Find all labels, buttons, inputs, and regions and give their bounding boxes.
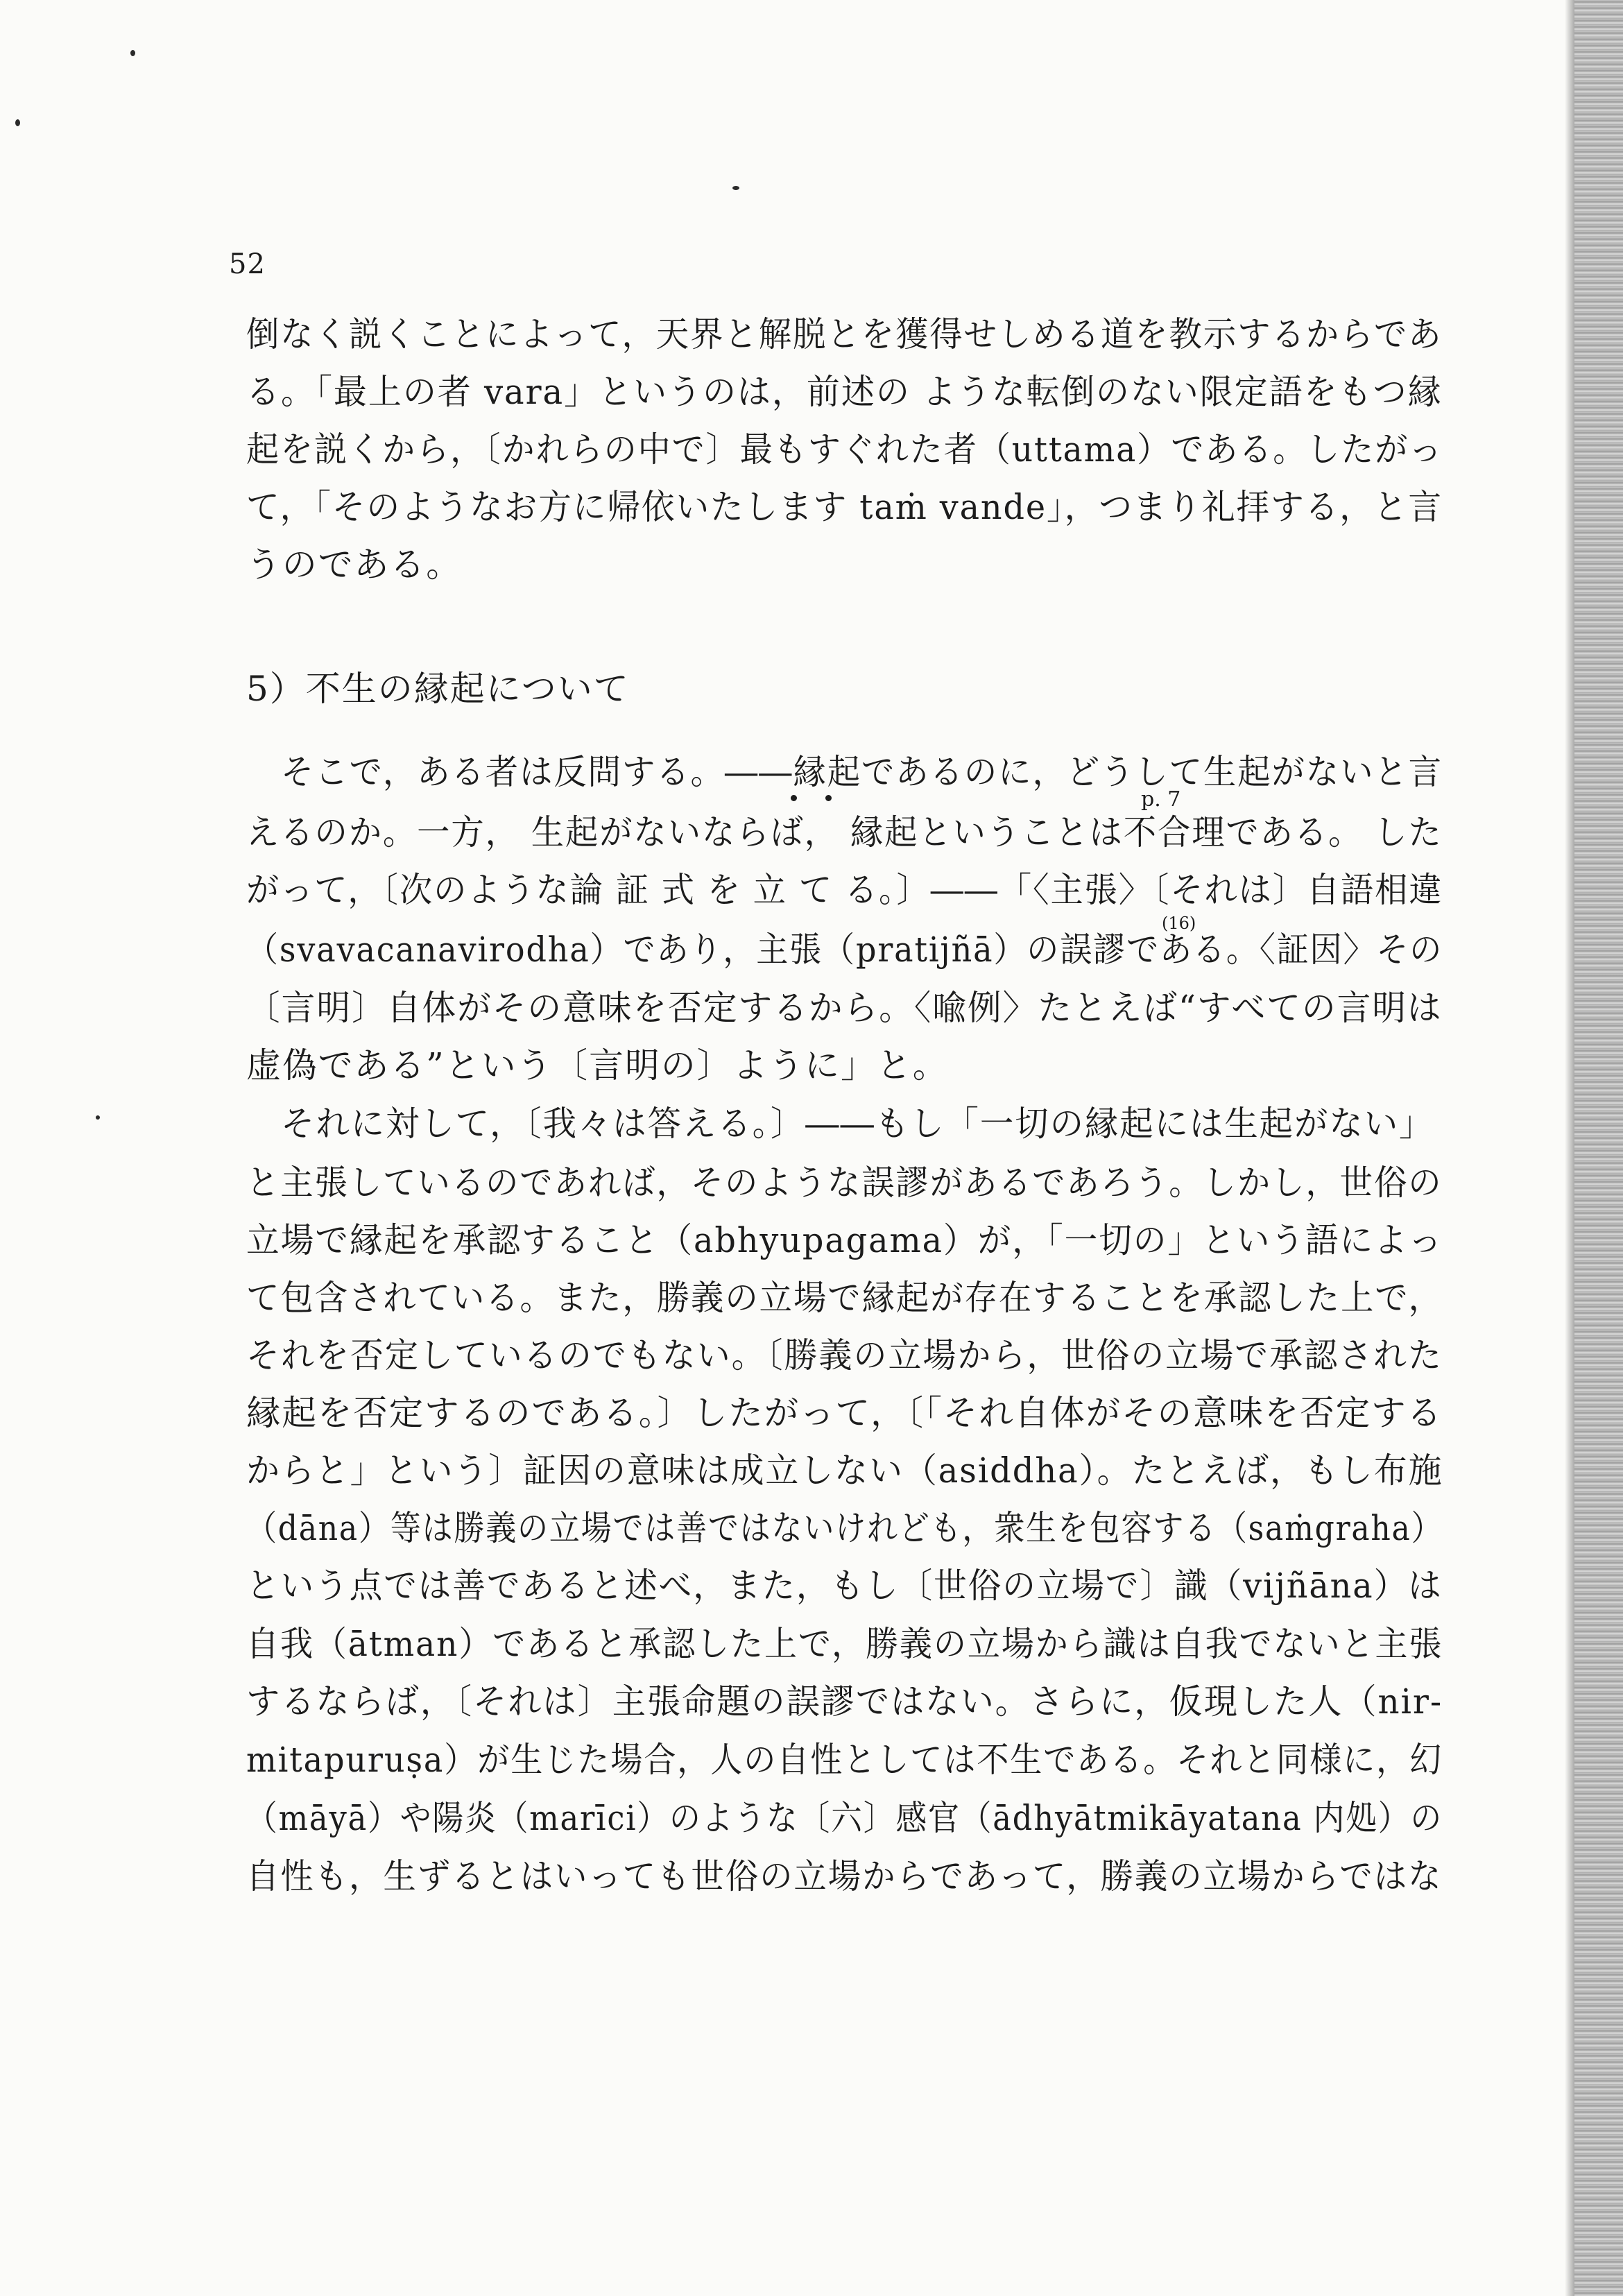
text-line: という点では善であると述べ，また，もし〔世俗の立場で〕識（vijñāna）は <box>246 1566 1443 1606</box>
scan-edge <box>1574 0 1623 2296</box>
note-reference: (16) <box>1162 914 1196 933</box>
text-line: て包含されている。また，勝義の立場で縁起が存在することを承認した上で， <box>246 1278 1443 1318</box>
text-line: mitapuruṣa）が生じた場合，人の自性としては不生である。それと同様に，幻 <box>246 1740 1443 1780</box>
scan-speck <box>96 1115 100 1120</box>
emphasis-dot <box>791 795 797 801</box>
text-line: そこで，ある者は反問する。――縁起であるのに，どうして生起がないと言 <box>281 752 1443 792</box>
scan-speck <box>130 50 135 56</box>
text-line: 〔言明〕自体がその意味を否定するから。〈喩例〉たとえば“すべての言明は <box>246 988 1443 1028</box>
text-line: と主張しているのであれば，そのような誤謬があるであろう。しかし，世俗の <box>246 1163 1443 1203</box>
text-line: うのである。 <box>246 545 463 585</box>
text-line: 自我（ātman）であると承認した上で，勝義の立場から識は自我でないと主張 <box>246 1624 1443 1664</box>
emphasis-dot <box>825 795 832 801</box>
text-line: （māyā）や陽炎（marīci）のような〔六〕感官（ādhyātmikāyatana 内処）の <box>246 1798 1443 1838</box>
text-line: 倒なく説くことによって，天界と解脱とを獲得せしめる道を教示するからであ <box>246 314 1443 354</box>
text-line: （svavacanavirodha）であり，主張（pratijñā）の誤謬である。〈証因〉その <box>246 929 1443 970</box>
text-line: 縁起を否定するのである。〕したがって，〔「それ自体がその意味を否定する <box>246 1393 1443 1433</box>
text-line: それに対して，〔我々は答える。〕――もし「一切の縁起には生起がない」 <box>281 1104 1434 1144</box>
text-line: 自性も，生ずるとはいっても世俗の立場からであって，勝義の立場からではな <box>246 1856 1443 1896</box>
text-line: えるのか。一方， 生起がないならば， 縁起ということは不合理である。 した <box>246 812 1443 853</box>
section-heading: 5）不生の縁起について <box>246 669 630 709</box>
text-line: がって，〔次のような論 証 式 を 立 て る。〕――「〈主張〉〔それは〕自語相違 <box>246 870 1443 910</box>
scan-speck <box>732 186 739 190</box>
scan-shadow <box>1565 0 1574 2296</box>
text-line: （dāna）等は勝義の立場では善ではないけれども，衆生を包容する（saṁgraha） <box>246 1508 1443 1548</box>
scan-speck <box>15 119 20 126</box>
text-line: それを否定しているのでもない。〔勝義の立場から，世俗の立場で承認された <box>246 1335 1443 1376</box>
page-reference: p. 7 <box>1141 787 1181 812</box>
text-line: するならば，〔それは〕主張命題の誤謬ではない。さらに，仮現した人（nir- <box>246 1681 1443 1722</box>
text-line: 立場で縁起を承認すること（abhyupagama）が，「一切の」という語によっ <box>246 1220 1443 1260</box>
page-number: 52 <box>229 248 266 280</box>
text-line: 虚偽である”という〔言明の〕ように」と。 <box>246 1045 949 1086</box>
text-line: からと」という〕証因の意味は成立しない（asiddha）。たとえば，もし布施 <box>246 1450 1443 1491</box>
text-line: て，「そのようなお方に帰依いたします taṁ vande」，つまり礼拝する，と言 <box>246 487 1443 527</box>
text-line: る。「最上の者 vara」というのは，前述の ような転倒のない限定語をもつ縁 <box>246 372 1443 412</box>
text-line: 起を説くから，〔かれらの中で〕最もすぐれた者（uttama）である。したがっ <box>246 429 1443 470</box>
